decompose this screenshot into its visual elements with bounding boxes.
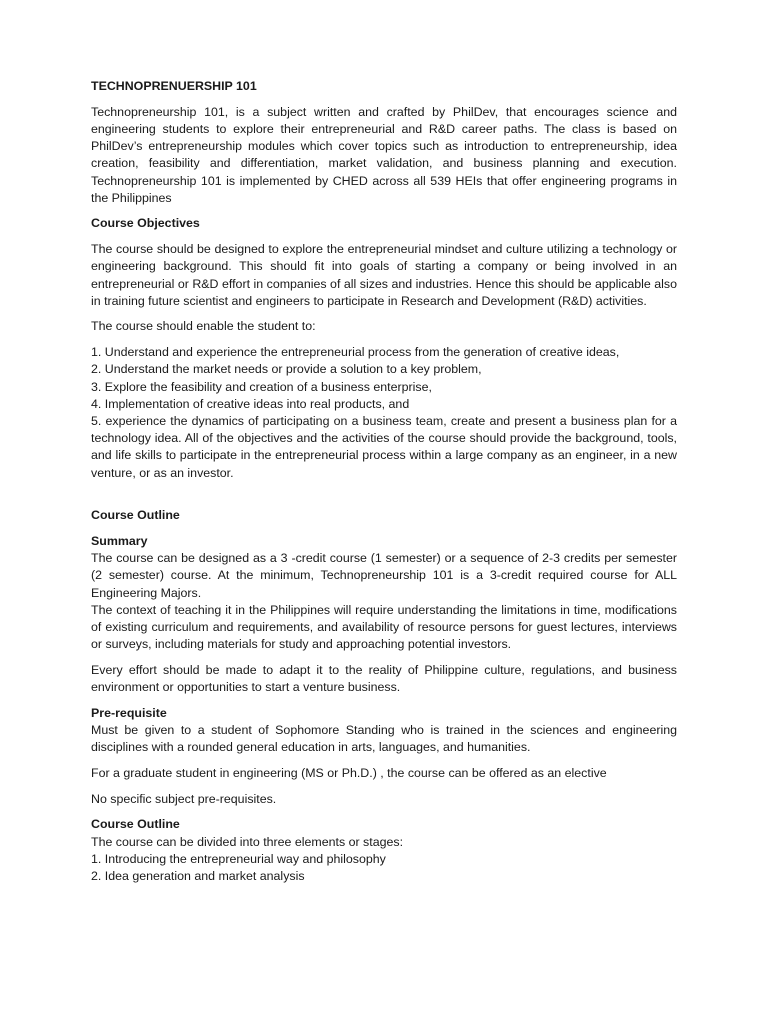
section-spacer — [91, 490, 677, 507]
objective-item: 5. experience the dynamics of participating on a business team, create and present a business plan for a technology idea. All of the objectives and the activities of the course should provide the background, tools, and life skills to participate in the entrepreneurial process within a large company as an engineer, in a new venture, or as an investor. — [91, 413, 677, 480]
summary-paragraph: The course can be designed as a 3 -credit course (1 semester) or a sequence of 2-3 credits per semester (2 semester) course. At the minimum, Technopreneurship 101 is a 3-credit required course for ALL Engineering Majors. — [91, 551, 677, 600]
adapt-paragraph: Every effort should be made to adapt it to the reality of Philippine culture, regulations, and business environment or opportunities to start a venture business. — [91, 662, 677, 695]
objectives-list — [91, 344, 677, 482]
summary-heading: Summary — [91, 533, 148, 548]
summary-paragraph: The context of teaching it in the Philippines will require understanding the limitations in time, modifications of existing curriculum and requirements, and availability of resource persons for guest lectures, interviews or surveys, including materials for study and approaching potential investors. — [91, 602, 677, 652]
objectives-enable-paragraph: The course should enable the student to: — [91, 319, 316, 334]
course-objectives-heading: Course Objectives — [91, 216, 200, 231]
course-outline-subheading: Course Outline — [91, 817, 180, 832]
no-prereq-paragraph: No specific subject pre-requisites. — [91, 791, 277, 806]
graduate-paragraph: For a graduate student in engineering (MS or Ph.D.) , the course can be offered as an elective — [91, 765, 607, 780]
course-outline-heading: Course Outline — [91, 508, 180, 523]
document-title: TECHNOPRENUERSHIP 101 — [91, 79, 257, 93]
objective-item: 2. Understand the market needs or provide a solution to a key problem, — [91, 362, 482, 377]
intro-paragraph: Technopreneurship 101, is a subject written and crafted by PhilDev, that encourages science and engineering students to explore their entrepreneurial and R&D career paths. The class is based on PhilDev’s entrepreneurship modules which cover topics such as introduction to entrepreneurship, idea creation, feasibility and differentiation, market validation, and business planning and execution. Technopreneurship 101 is implemented by CHED across all 539 HEIs that offer engineering programs in the Philippines — [91, 104, 677, 205]
objective-item: 4. Implementation of creative ideas into real products, and — [91, 396, 410, 411]
stages-intro: The course can be divided into three elements or stages: — [91, 834, 404, 849]
objectives-paragraph: The course should be designed to explore the entrepreneurial mindset and culture utilizing a technology or engineering background. This should fit into goals of starting a company or being involved in an entrepreneurial or R&D effort in companies of all sizes and industries. Hence this should be applicable also in training future scientist and engineers to participate in Research and Development (R&D) activities. — [91, 242, 677, 308]
prerequisite-heading: Pre-requisite — [91, 705, 167, 720]
prerequisite-section — [91, 705, 677, 757]
objective-item: 1. Understand and experience the entrepreneurial process from the generation of creative ideas, — [91, 345, 620, 360]
summary-section — [91, 533, 677, 653]
prerequisite-paragraph: Must be given to a student of Sophomore Standing who is trained in the sciences and engineering disciplines with a rounded general education in arts, languages, and humanities. — [91, 723, 677, 755]
stage-item: 1. Introducing the entrepreneurial way and philosophy — [91, 851, 386, 866]
stage-item: 2. Idea generation and market analysis — [91, 868, 305, 883]
course-outline-stages-section — [91, 816, 677, 885]
objective-item: 3. Explore the feasibility and creation of a business enterprise, — [91, 379, 432, 394]
